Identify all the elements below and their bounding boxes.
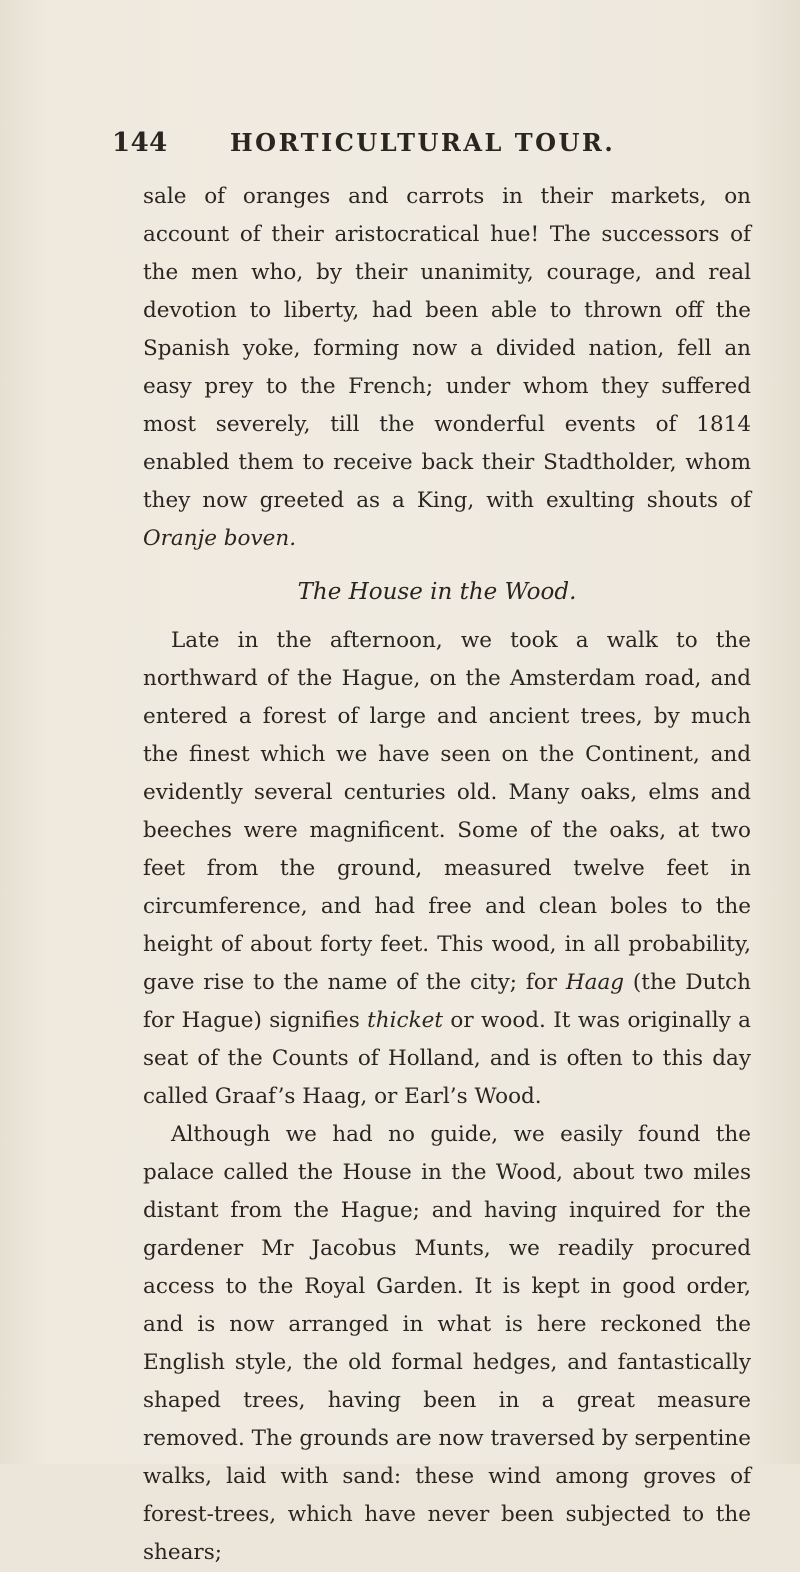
page-body [143, 178, 751, 1572]
running-title: HORTICULTURAL TOUR. [230, 128, 616, 157]
italic-word: thicket [367, 1008, 443, 1033]
paragraph-house-in-wood [143, 622, 751, 1116]
section-title: The House in the Wood. [297, 579, 577, 605]
paragraph-continued [143, 178, 751, 558]
paragraph-royal-garden [143, 1116, 751, 1572]
paragraph-text: sale of oranges and carrots in their markets, on account of their aristocratical hue! The successors of the men who, by their unanimity, courage, and real devotion to liberty, had been able to thrown off the Spanish yoke, forming now a divided nation, fell an easy prey to the French; under whom they suffered most severely, till the wonderful events of 1814 enabled them to receive back their Stadtholder, whom they now greeted as a King, with exulting shouts of [143, 184, 751, 513]
italic-word: Haag [565, 970, 625, 995]
page-number: 144 [112, 128, 168, 158]
page-header [112, 128, 712, 168]
paragraph-text: (the Dutch for Hague) signifies [143, 970, 751, 1033]
paragraph-text: Late in the afternoon, we took a walk to the northward of the Hague, on the Amsterdam road, and entered a forest of large and ancient trees, by much the finest which we have seen on the Continent, and evidently several centuries old. Many oaks, elms and beeches were magnificent. Some of the oaks, at two feet from the ground, measured twelve feet in circumference, and had free and clean boles to the height of about forty feet. This wood, in all probability, gave rise to the name of the city; for [143, 628, 751, 995]
italic-phrase: Oranje boven. [143, 526, 297, 551]
paragraph-text: Although we had no guide, we easily found the palace called the House in the Wood, about two miles distant from the Hague; and having inquired for the gardener Mr Jacobus Munts, we readily procured access to the Royal Garden. It is kept in good order, and is now arranged in what is here reckoned the English style, the old formal hedges, and fantastically shaped trees, having been in a great measure removed. The grounds are now traversed by serpentine walks, laid with sand: these wind among groves of forest-trees, which have never been subjected to the shears; [143, 1122, 751, 1565]
paragraph-text: or wood. It was originally a seat of the Counts of Holland, and is often to this day called Graaf’s Haag, or Earl’s Wood. [143, 1008, 751, 1109]
